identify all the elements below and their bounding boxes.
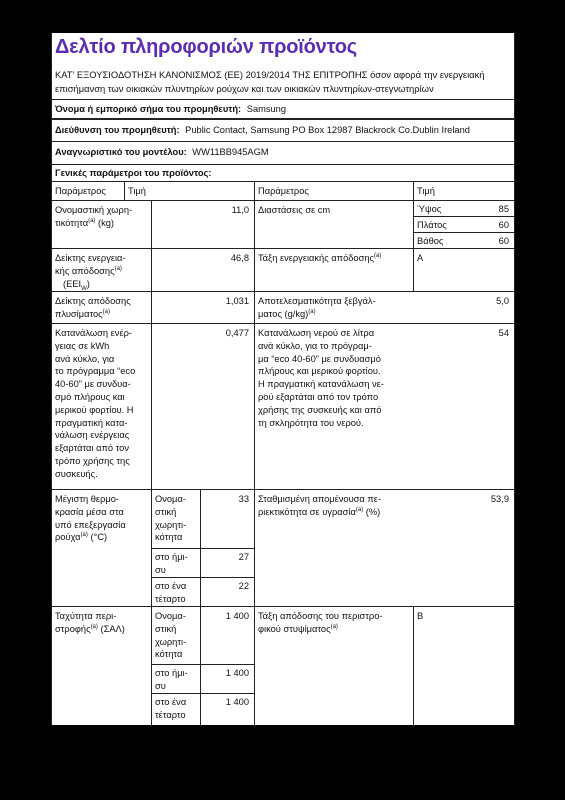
- page-title: Δελτίο πληροφοριών προϊόντος: [55, 36, 357, 58]
- rinsing-value: 5,0: [496, 296, 509, 306]
- spin-quarter-value: 1 400: [225, 697, 249, 707]
- height-label: Ύψος: [417, 204, 442, 214]
- model-row: [55, 146, 269, 159]
- temp-quarter-value: 22: [238, 581, 249, 591]
- product-information-sheet: [51, 33, 515, 725]
- spin-class-value: B: [417, 611, 424, 621]
- width-value: 60: [498, 220, 509, 230]
- washing-performance-label: Δείκτης απόδοσης πλυσίματος$^{(a)}$: [55, 296, 131, 319]
- supplier-row: [55, 103, 286, 116]
- max-temperature-label: Μέγιστη θερμο- κρασία μέσα στα υπό επεξεργασία ρούχα$^{(a)}$ (°C): [55, 494, 126, 543]
- temp-quarter-label: στο ένα τέταρτο: [155, 581, 187, 604]
- energy-consumption-label: Κατανάλωση ενέρ- γειας σε kWh ανά κύκλο, για το πρόγραμμα “eco 40-60” με συνδυα- σμό πλήρους και μερικού φορτίου. Η πραγματική κατα- νάλωση ενέργειας εξαρτάται από τον τρόπο χρήσης της συσκευής.: [55, 328, 136, 479]
- depth-value: 60: [498, 236, 509, 246]
- spin-rated-capacity-label: Ονομα- στική χωρητι- κότητα: [155, 611, 187, 660]
- spin-rated-capacity-value: 1 400: [225, 611, 249, 621]
- address-label: Διεύθυνση του προμηθευτή:: [55, 125, 180, 135]
- spin-class-label: Τάξη απόδοσης του περιστρο- φικού στυψίματος$^{(a)}$: [258, 611, 383, 634]
- spin-speed-label: Ταχύτητα περι- στροφής$^{(a)}$ (ΣΑΛ): [55, 611, 125, 634]
- temp-half-label: στο ήμι- συ: [155, 552, 188, 575]
- eei-label: Δείκτης ενεργεια- κής απόδοσης$^{(a)}$ $(EEI_W)$: [55, 253, 126, 292]
- energy-class-label: Τάξη ενεργειακής απόδοσης$^{(a)}$: [258, 252, 382, 263]
- rinsing-label: Αποτελεσματικότητα ξεβγάλ- ματος $(g/kg)^{(a)}$: [258, 296, 376, 319]
- spin-half-value: 1 400: [225, 668, 249, 678]
- moisture-value: 53,9: [490, 494, 509, 504]
- energy-class-value: A: [417, 253, 424, 263]
- model-value: WW11BB945AGM: [192, 147, 269, 157]
- general-parameters-heading: Γενικές παράμετροι του προϊόντος:: [55, 168, 212, 178]
- washing-performance-value: 1,031: [225, 296, 249, 306]
- model-label: Αναγνωριστικό του μοντέλου:: [55, 147, 187, 157]
- width-label: Πλάτος: [417, 220, 447, 230]
- spin-quarter-label: στο ένα τέταρτο: [155, 697, 187, 720]
- height-value: 85: [498, 204, 509, 214]
- header-value: Τιμή: [128, 186, 146, 196]
- energy-consumption-value: 0,477: [225, 328, 249, 338]
- temp-half-value: 27: [238, 552, 249, 562]
- header-parameter: Παράμετρος: [55, 186, 106, 196]
- depth-label: Βάθος: [417, 236, 444, 246]
- temp-rated-capacity-label: Ονομα- στική χωρητι- κότητα: [155, 494, 187, 543]
- dimensions-label: Διαστάσεις σε cm: [258, 205, 331, 215]
- supplier-value: Samsung: [246, 104, 287, 114]
- water-consumption-label: Κατανάλωση νερού σε λίτρα ανά κύκλο, για το πρόγραμ- μα “eco 40-60” με συνδυασμό πλήρους και μερικού φορτίου. Η πραγματική κατανάλωση νε- ρού εξαρτάται από τον τρόπο χρήσης της συσκευής και από τη σκληρότητα του νερού.: [258, 328, 384, 428]
- supplier-label: Όνομα ή εμπορικό σήμα του προμηθευτή:: [55, 104, 242, 114]
- temp-rated-capacity-value: 33: [238, 494, 249, 504]
- water-consumption-value: 54: [498, 328, 509, 338]
- eei-value: 46,8: [230, 253, 249, 263]
- spin-half-label: στο ήμι- συ: [155, 668, 188, 691]
- header-value-2: Τιμή: [417, 186, 435, 196]
- moisture-label: Σταθμισμένη απομένουσα πε- ριεκτικότητα σε υγρασία$^{(a)}$ (%): [258, 494, 382, 517]
- address-row: [55, 124, 470, 137]
- capacity-value: 11,0: [231, 205, 249, 215]
- header-parameter-2: Παράμετρος: [258, 186, 309, 196]
- capacity-label: Ονομαστική χωρη- τικότητα$^{(a)}$ (kg): [55, 205, 133, 228]
- address-value: Public Contact, Samsung PO Box 12987 Blackrock Co.Dublin Ireland: [185, 125, 470, 135]
- regulation-subtitle: ΚΑΤ’ ΕΞΟΥΣΙΟΔΟΤΗΣΗ ΚΑΝΟΝΙΣΜΟΣ (ΕΕ) 2019/2014 ΤΗΣ ΕΠΙΤΡΟΠΗΣ όσον αφορά την ενεργειακή επισήμανση των οικιακών πλυντηρίων ρούχων και των οικιακών πλυντηρίων-στεγνωτηρίων: [55, 69, 485, 94]
